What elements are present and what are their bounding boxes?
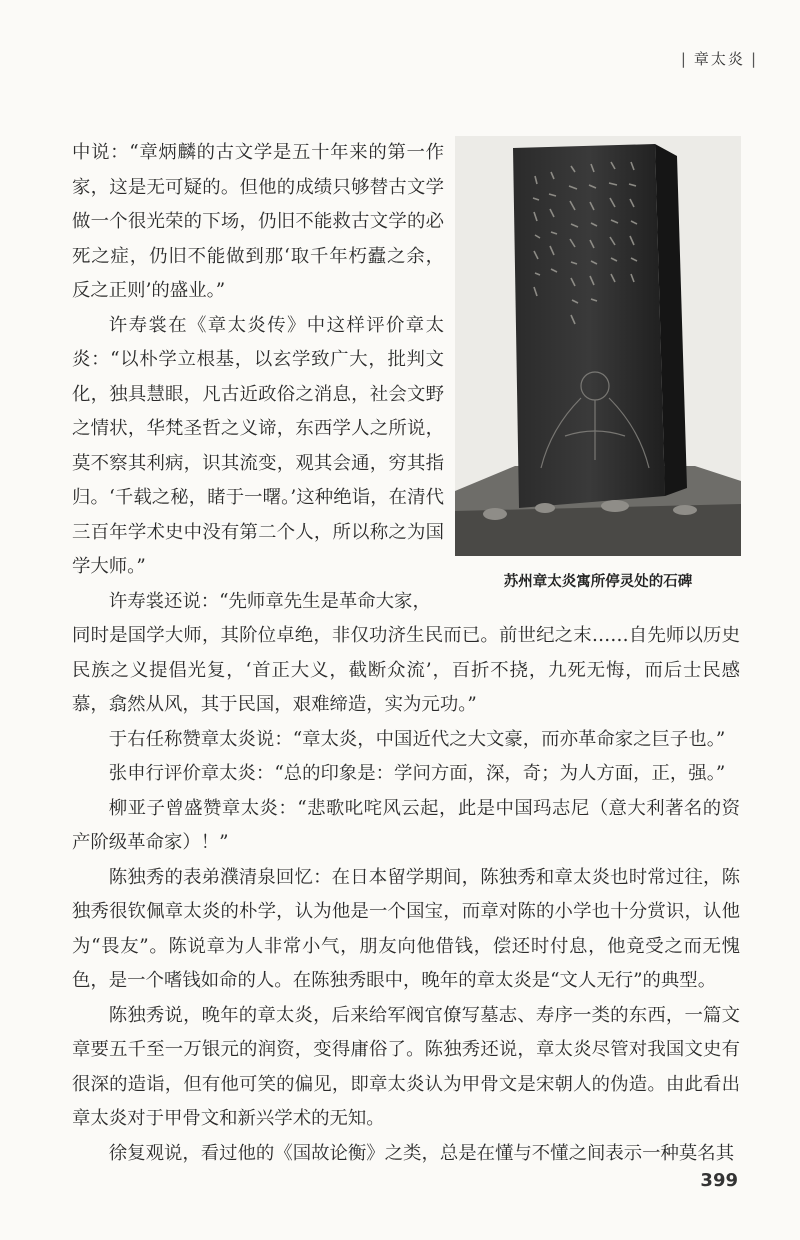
paragraph: 于右任称赞章太炎说：“章太炎，中国近代之大文豪，而亦革命家之巨子也。” xyxy=(108,728,726,750)
paragraph: 陈独秀的表弟濮清泉回忆：在日本留学期间，陈独秀和章太炎也时常过往，陈独秀很钦佩章太炎的朴学，认为他是一个国宝，而章对陈的小学也十分赏识，认他为“畏友”。陈说章为人非常小气，朋友向他借钱，偿还时付息，他竟受之而无愧色，是一个嗜钱如命的人。在陈独秀眼中，晚年的章太炎是“文人无行”的典型。 xyxy=(72,866,740,991)
page-number: 399 xyxy=(700,1170,738,1191)
paragraph: 许寿裳在《章太炎传》中这样评价章太炎：“以朴学立根基，以玄学致广大，批判文化，独具慧眼，凡古近政俗之消息，社会文野之情状，华梵圣哲之义谛，东西学人之所说，莫不察其利病，识其流变，观其会通，穷其指归。‘千载之秘，睹于一曙。’这种绝诣，在清代三百年学术史中没有第二个人，所以称之为国学大师。” xyxy=(72,314,444,577)
paragraph: 徐复观说，看过他的《国故论衡》之类，总是在懂与不懂之间表示一种莫名其 xyxy=(108,1142,735,1164)
body-text xyxy=(72,136,740,1171)
figure-caption: 苏州章太炎寓所停灵处的石碑 xyxy=(503,574,693,590)
header-title: 章太炎 xyxy=(693,50,745,68)
paragraph: 张申行评价章太炎：“总的印象是：学问方面，深，奇；为人方面，正，强。” xyxy=(108,763,726,784)
running-header xyxy=(675,48,764,69)
header-divider-left: | xyxy=(680,50,688,68)
paragraph: 中说：“章炳麟的古文学是五十年来的第一作家，这是无可疑的。但他的成绩只够替古文学做一个很光荣的下场，仍旧不能救古文学的必死之症，仍旧不能做到那‘取千年朽蠹之余，反之正则’的盛业。” xyxy=(72,142,444,301)
paragraph: 许寿裳还说：“先师章先生是革命大家， xyxy=(108,590,431,612)
paragraph: 柳亚子曾盛赞章太炎：“悲歌叱咤风云起，此是中国玛志尼（意大利著名的资产阶级革命家）！” xyxy=(72,797,740,853)
paragraph: 同时是国学大师，其阶位卓绝，非仅功济生民而已。前世纪之末……自先师以历史民族之义提倡光复，‘首正大义，截断众流’，百折不挠，九死无悔，而后士民感慕，翕然从风，其于民国，艰难缔造，实为元功。” xyxy=(72,625,740,715)
header-divider-right: | xyxy=(750,50,758,68)
paragraph: 陈独秀说，晚年的章太炎，后来给军阀官僚写墓志、寿序一类的东西，一篇文章要五千至一万银元的润资，变得庸俗了。陈独秀还说，章太炎尽管对我国文史有很深的造诣，但有他可笑的偏见，即章太炎认为甲骨文是宋朝人的伪造。由此看出章太炎对于甲骨文和新兴学术的无知。 xyxy=(72,1004,740,1129)
